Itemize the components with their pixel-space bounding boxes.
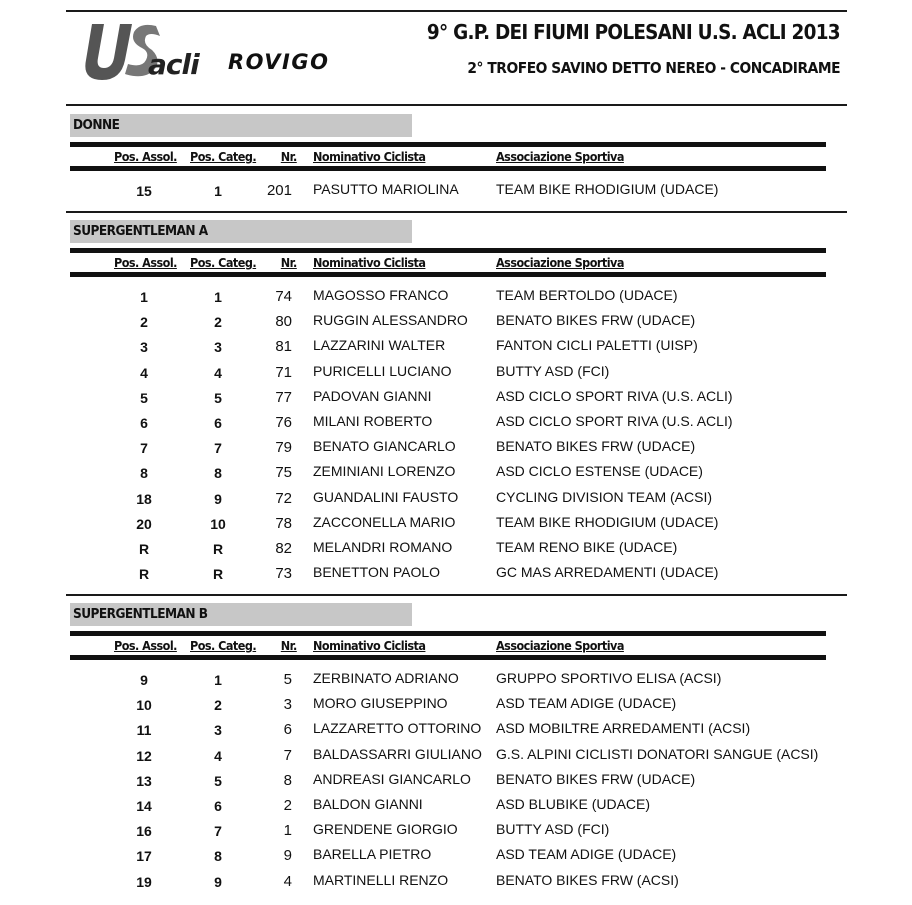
team-name: G.S. ALPINI CICLISTI DONATORI SANGUE (ACSI): [496, 745, 819, 762]
position-category: 8: [214, 465, 222, 482]
col-header-nr: Nr.: [280, 255, 297, 270]
svg-text:acli: acli: [148, 48, 199, 81]
rider-name: PADOVAN GIANNI: [313, 387, 432, 404]
header-bar-bottom: [70, 272, 826, 277]
position-absolute: 2: [140, 314, 148, 331]
bib-number: 76: [275, 414, 292, 431]
bib-number: 6: [283, 721, 292, 739]
position-absolute: 10: [136, 697, 152, 714]
col-header-pos-categ: Pos. Categ.: [190, 149, 257, 164]
us-acli-logo: [84, 18, 216, 86]
team-name: ASD CICLO SPORT RIVA (U.S. ACLI): [496, 413, 733, 429]
rider-name: MELANDRI ROMANO: [313, 539, 453, 555]
position-category: 9: [214, 873, 222, 890]
rider-name: PURICELLI LUCIANO: [313, 362, 452, 379]
position-category: 1: [214, 183, 222, 199]
team-name: BENATO BIKES FRW (UDACE): [496, 438, 696, 455]
bib-number: 80: [275, 313, 292, 331]
col-header-pos-assol: Pos. Assol.: [114, 149, 177, 164]
section-title: SUPERGENTLEMAN A: [73, 223, 208, 239]
position-category: 8: [214, 848, 222, 865]
bib-number: 8: [283, 771, 292, 789]
rider-name: BALDASSARRI GIULIANO: [313, 745, 482, 762]
position-category: 5: [214, 772, 222, 789]
team-name: ASD TEAM ADIGE (UDACE): [496, 695, 677, 712]
col-header-team: Associazione Sportiva: [496, 255, 624, 270]
position-category: 10: [210, 515, 226, 532]
col-header-nr: Nr.: [280, 638, 297, 653]
position-absolute: 4: [140, 364, 148, 381]
rider-name: RUGGIN ALESSANDRO: [313, 312, 468, 329]
team-name: GRUPPO SPORTIVO ELISA (ACSI): [496, 670, 722, 686]
bib-number: 3: [283, 696, 292, 714]
city-label: ROVIGO: [228, 50, 330, 74]
team-name: GC MAS ARREDAMENTI (UDACE): [496, 564, 719, 581]
bib-number: 4: [283, 872, 292, 890]
bib-number: 81: [275, 338, 292, 356]
team-name: BENATO BIKES FRW (ACSI): [496, 871, 679, 888]
team-name: ASD CICLO ESTENSE (UDACE): [496, 463, 703, 480]
team-name: CYCLING DIVISION TEAM (ACSI): [496, 488, 712, 505]
team-name: ASD MOBILTRE ARREDAMENTI (ACSI): [496, 720, 751, 737]
position-absolute: 14: [136, 798, 152, 814]
position-category: 3: [214, 722, 222, 739]
bib-number: 1: [283, 822, 292, 840]
col-header-name: Nominativo Ciclista: [313, 255, 426, 270]
position-category: 6: [214, 798, 222, 814]
position-absolute: 5: [140, 389, 148, 406]
position-category: 7: [214, 440, 222, 457]
rider-name: ZACCONELLA MARIO: [313, 513, 456, 530]
col-header-pos-assol: Pos. Assol.: [114, 638, 177, 653]
bib-number: 79: [275, 439, 292, 457]
team-name: BENATO BIKES FRW (UDACE): [496, 770, 696, 787]
rider-name: LAZZARETTO OTTORINO: [313, 720, 482, 737]
header-bar-top: [70, 142, 826, 147]
bib-number: 77: [275, 388, 292, 406]
bib-number: 9: [283, 847, 292, 865]
col-header-pos-assol: Pos. Assol.: [114, 255, 177, 270]
position-category: 9: [214, 490, 222, 507]
rider-name: GRENDENE GIORGIO: [313, 821, 458, 838]
bib-number: 73: [275, 565, 292, 583]
position-absolute: 15: [136, 183, 152, 199]
team-name: TEAM RENO BIKE (UDACE): [496, 539, 678, 555]
top-rule: [66, 10, 847, 12]
position-category: R: [212, 541, 224, 557]
rider-name: MORO GIUSEPPINO: [313, 695, 448, 712]
rider-name: PASUTTO MARIOLINA: [313, 181, 459, 197]
event-title: 9° G.P. DEI FIUMI POLESANI U.S. ACLI 2013: [427, 20, 840, 44]
col-header-name: Nominativo Ciclista: [313, 638, 426, 653]
position-absolute: 1: [140, 289, 148, 305]
section-title-bar: [70, 603, 412, 626]
position-category: 5: [214, 389, 222, 406]
bib-number: 74: [275, 288, 292, 305]
position-absolute: 17: [136, 848, 152, 865]
col-header-pos-categ: Pos. Categ.: [190, 638, 257, 653]
rider-name: MARTINELLI RENZO: [313, 871, 449, 888]
col-header-pos-categ: Pos. Categ.: [190, 255, 257, 270]
position-category: 2: [214, 314, 222, 331]
position-category: 3: [214, 339, 222, 356]
team-name: ASD TEAM ADIGE (UDACE): [496, 846, 677, 863]
rider-name: ZEMINIANI LORENZO: [313, 463, 456, 480]
position-absolute: 16: [136, 823, 152, 840]
position-absolute: 3: [140, 339, 148, 356]
rider-name: MILANI ROBERTO: [313, 413, 433, 429]
section-title-bar: [70, 114, 412, 137]
position-category: 7: [214, 823, 222, 840]
position-category: 4: [214, 364, 222, 381]
bib-number: 5: [283, 671, 292, 688]
rider-name: BENATO GIANCARLO: [313, 438, 456, 455]
team-name: ASD BLUBIKE (UDACE): [496, 796, 651, 812]
position-category: 1: [214, 289, 222, 305]
section-title: DONNE: [73, 117, 120, 133]
team-name: FANTON CICLI PALETTI (UISP): [496, 337, 698, 354]
section-divider: [66, 211, 847, 213]
header-bar-bottom: [70, 655, 826, 660]
position-absolute: 13: [136, 772, 152, 789]
header-bar-bottom: [70, 166, 826, 171]
bib-number: 75: [275, 464, 292, 482]
team-name: BENATO BIKES FRW (UDACE): [496, 312, 696, 329]
header-bar-top: [70, 631, 826, 636]
position-absolute: R: [138, 541, 150, 557]
bib-number: 72: [275, 489, 292, 507]
position-absolute: 19: [136, 873, 152, 890]
section-divider: [66, 594, 847, 596]
team-name: TEAM BIKE RHODIGIUM (UDACE): [496, 513, 719, 530]
position-category: 4: [214, 747, 222, 764]
position-absolute: 8: [140, 465, 148, 482]
header-bar-top: [70, 248, 826, 253]
position-category: 6: [214, 415, 222, 431]
team-name: TEAM BERTOLDO (UDACE): [496, 287, 678, 303]
section-title-bar: [70, 220, 412, 243]
position-absolute: 6: [140, 415, 148, 431]
col-header-team: Associazione Sportiva: [496, 149, 624, 164]
team-name: ASD CICLO SPORT RIVA (U.S. ACLI): [496, 387, 733, 404]
rider-name: LAZZARINI WALTER: [313, 337, 446, 354]
bib-number: 2: [283, 797, 292, 814]
bib-number: 71: [275, 363, 292, 381]
rider-name: MAGOSSO FRANCO: [313, 287, 449, 303]
rider-name: ZERBINATO ADRIANO: [313, 670, 459, 686]
position-absolute: 20: [136, 515, 152, 532]
position-category: 2: [214, 697, 222, 714]
bib-number: 7: [283, 746, 292, 764]
col-header-team: Associazione Sportiva: [496, 638, 624, 653]
rider-name: GUANDALINI FAUSTO: [313, 488, 459, 505]
rider-name: ANDREASI GIANCARLO: [313, 770, 471, 787]
col-header-name: Nominativo Ciclista: [313, 149, 426, 164]
position-absolute: 18: [136, 490, 152, 507]
team-name: TEAM BIKE RHODIGIUM (UDACE): [496, 181, 719, 197]
position-absolute: 7: [140, 440, 148, 457]
col-header-nr: Nr.: [280, 149, 297, 164]
bib-number: 78: [275, 514, 292, 532]
rider-name: BENETTON PAOLO: [313, 564, 441, 581]
rider-name: BARELLA PIETRO: [313, 846, 432, 863]
bib-number: 201: [266, 182, 292, 199]
position-absolute: 9: [140, 672, 148, 688]
position-category: R: [212, 566, 224, 583]
position-absolute: 12: [136, 747, 152, 764]
header-rule: [66, 104, 847, 106]
team-name: BUTTY ASD (FCI): [496, 362, 610, 379]
event-subtitle: 2° TROFEO SAVINO DETTO NEREO - CONCADIRAME: [467, 59, 840, 77]
position-absolute: 11: [136, 722, 152, 739]
section-title: SUPERGENTLEMAN B: [73, 606, 208, 622]
rider-name: BALDON GIANNI: [313, 796, 423, 812]
position-absolute: R: [138, 566, 150, 583]
position-category: 1: [214, 672, 222, 688]
bib-number: 82: [275, 540, 292, 557]
team-name: BUTTY ASD (FCI): [496, 821, 610, 838]
